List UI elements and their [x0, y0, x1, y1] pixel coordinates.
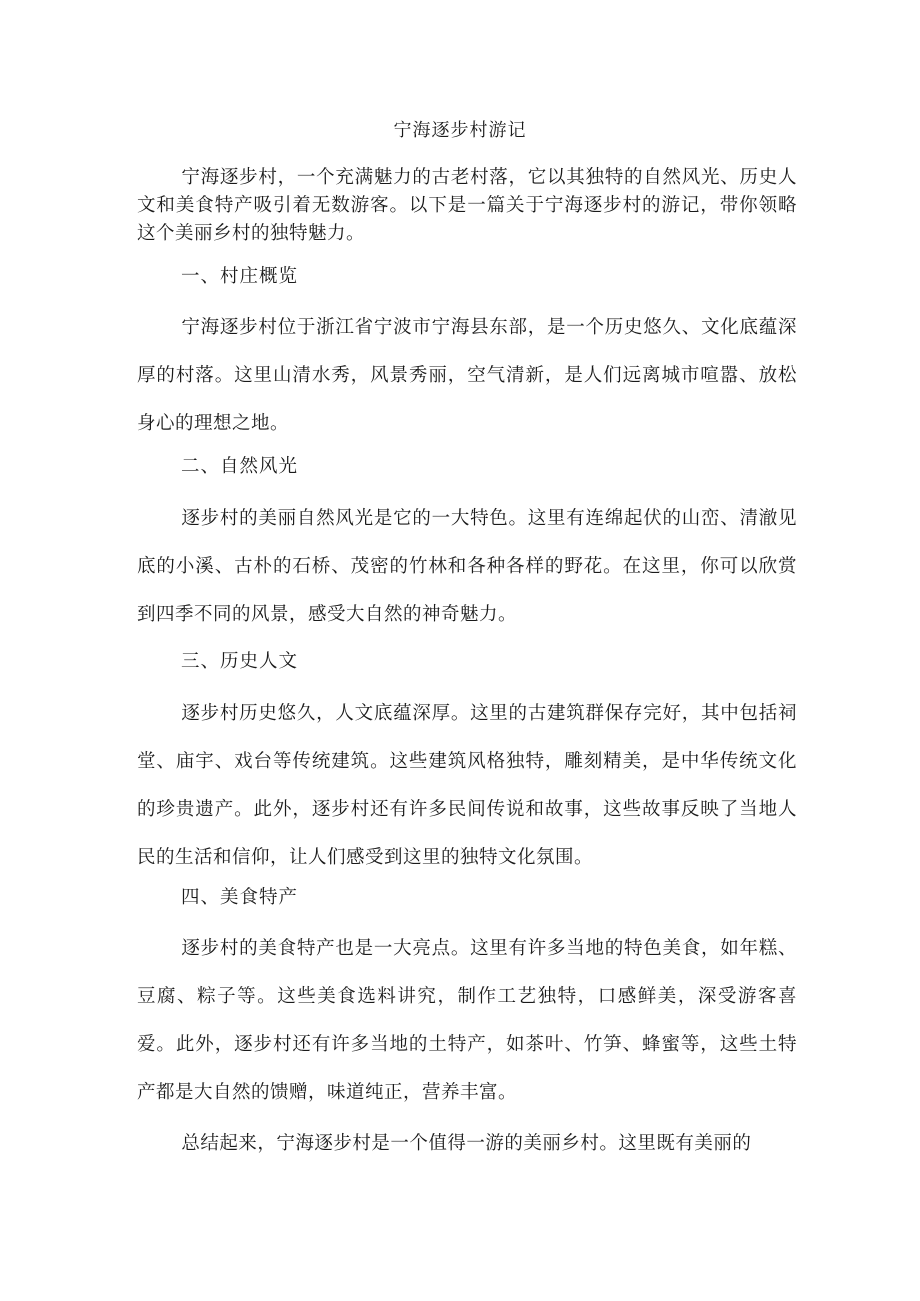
intro-paragraph: 宁海逐步村，一个充满魅力的古老村落，它以其独特的自然风光、历史人文和美食特产吸引着无数游客。以下是一篇关于宁海逐步村的游记，带你领略这个美丽乡村的独特魅力。	[137, 167, 797, 244]
section-heading-history: 三、历史人文	[181, 651, 299, 672]
section-heading-food: 四、美食特产	[181, 887, 299, 908]
section-heading-overview: 一、村庄概览	[181, 266, 299, 287]
section-body-overview: 宁海逐步村位于浙江省宁波市宁海县东部，是一个历史悠久、文化底蕴深厚的村落。这里山清水秀，风景秀丽，空气清新，是人们远离城市喧嚣、放松身心的理想之地。	[137, 317, 797, 434]
section-body-history: 逐步村历史悠久，人文底蕴深厚。这里的古建筑群保存完好，其中包括祠堂、庙宇、戏台等传统建筑。这些建筑风格独特，雕刻精美，是中华传统文化的珍贵遗产。此外，逐步村还有许多民间传说和故事，这些故事反映了当地人民的生活和信仰，让人们感受到这里的独特文化氛围。	[137, 703, 797, 868]
section-heading-scenery: 二、自然风光	[181, 456, 299, 477]
section-body-scenery: 逐步村的美丽自然风光是它的一大特色。这里有连绵起伏的山峦、清澈见底的小溪、古朴的石桥、茂密的竹林和各种各样的野花。在这里，你可以欣赏到四季不同的风景，感受大自然的神奇魅力。	[137, 508, 797, 625]
page-title: 宁海逐步村游记	[393, 120, 527, 141]
conclusion-paragraph: 总结起来，宁海逐步村是一个值得一游的美丽乡村。这里既有美丽的	[181, 1133, 752, 1154]
section-body-food: 逐步村的美食特产也是一大亮点。这里有许多当地的特色美食，如年糕、豆腐、粽子等。这些美食选料讲究，制作工艺独特，口感鲜美，深受游客喜爱。此外，逐步村还有许多当地的土特产，如茶叶、竹笋、蜂蜜等，这些土特产都是大自然的馈赠，味道纯正，营养丰富。	[137, 938, 797, 1103]
